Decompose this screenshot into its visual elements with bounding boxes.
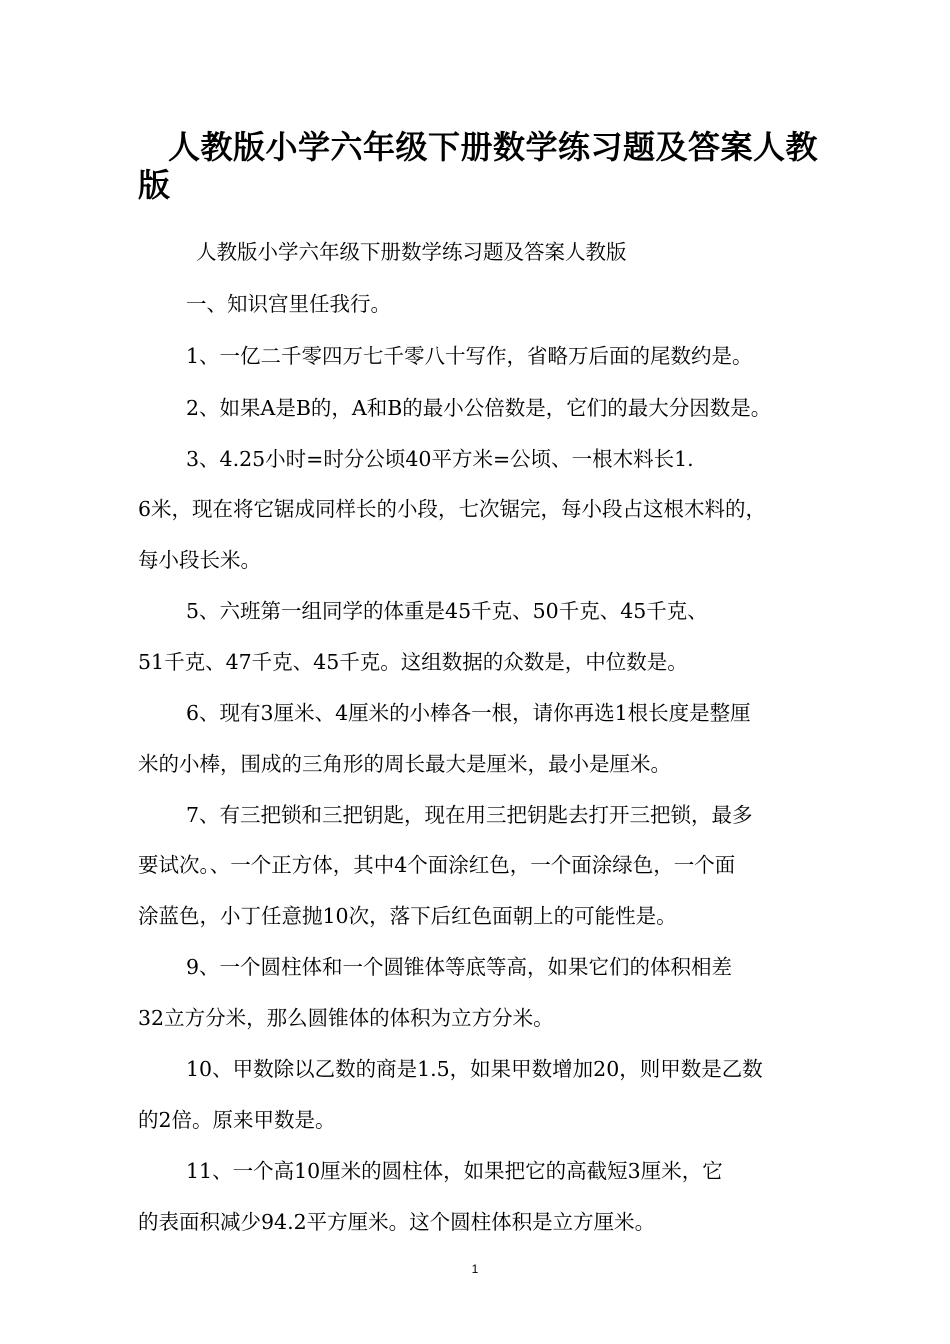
- question-3: 3、4.25小时=时分公顷40平方米=公顷、一根木料长1.: [186, 447, 694, 471]
- question-5: 5、六班第一组同学的体重是45千克、50千克、45千克、: [186, 599, 708, 623]
- question-9: 9、一个圆柱体和一个圆锥体等底等高，如果它们的体积相差: [186, 955, 733, 979]
- question-5-continued: 51千克、47千克、45千克。这组数据的众数是，中位数是。: [138, 650, 688, 674]
- question-10: 10、甲数除以乙数的商是1.5，如果甲数增加20，则甲数是乙数: [186, 1057, 763, 1081]
- question-6-continued: 米的小棒，围成的三角形的周长最大是厘米，最小是厘米。: [138, 752, 671, 776]
- question-10-continued: 的2倍。原来甲数是。: [138, 1108, 336, 1132]
- question-7-continued: 要试次。、一个正方体，其中4个面涂红色，一个面涂绿色，一个面: [138, 853, 736, 877]
- question-7-continued-2: 涂蓝色，小丁任意抛10次，落下后红色面朝上的可能性是。: [138, 904, 677, 928]
- question-3-continued-2: 每小段长米。: [138, 548, 261, 572]
- question-3-continued: 6米，现在将它锯成同样长的小段，七次锯完，每小段占这根木料的，: [138, 497, 767, 521]
- question-2: 2、如果A是B的，A和B的最小公倍数是，它们的最大分因数是。: [186, 396, 772, 420]
- question-7: 7、有三把锁和三把钥匙，现在用三把钥匙去打开三把锁，最多: [186, 803, 753, 827]
- document-title: 人教版小学六年级下册数学练习题及答案人教版: [138, 128, 819, 204]
- question-9-continued: 32立方分米，那么圆锥体的体积为立方分米。: [138, 1006, 554, 1030]
- question-1: 1、一亿二千零四万七千零八十写作，省略万后面的尾数约是。: [186, 344, 753, 368]
- subtitle-line: 人教版小学六年级下册数学练习题及答案人教版: [196, 240, 627, 264]
- section-heading: 一、知识宫里任我行。: [186, 292, 391, 316]
- question-6: 6、现有3厘米、4厘米的小棒各一根，请你再选1根长度是整厘: [186, 701, 751, 725]
- page-number: 1: [471, 1262, 479, 1276]
- document-body: [138, 226, 828, 1248]
- question-11-continued: 的表面积减少94.2平方厘米。这个圆柱体积是立方厘米。: [138, 1210, 656, 1234]
- question-11: 11、一个高10厘米的圆柱体，如果把它的高截短3厘米，它: [186, 1159, 723, 1183]
